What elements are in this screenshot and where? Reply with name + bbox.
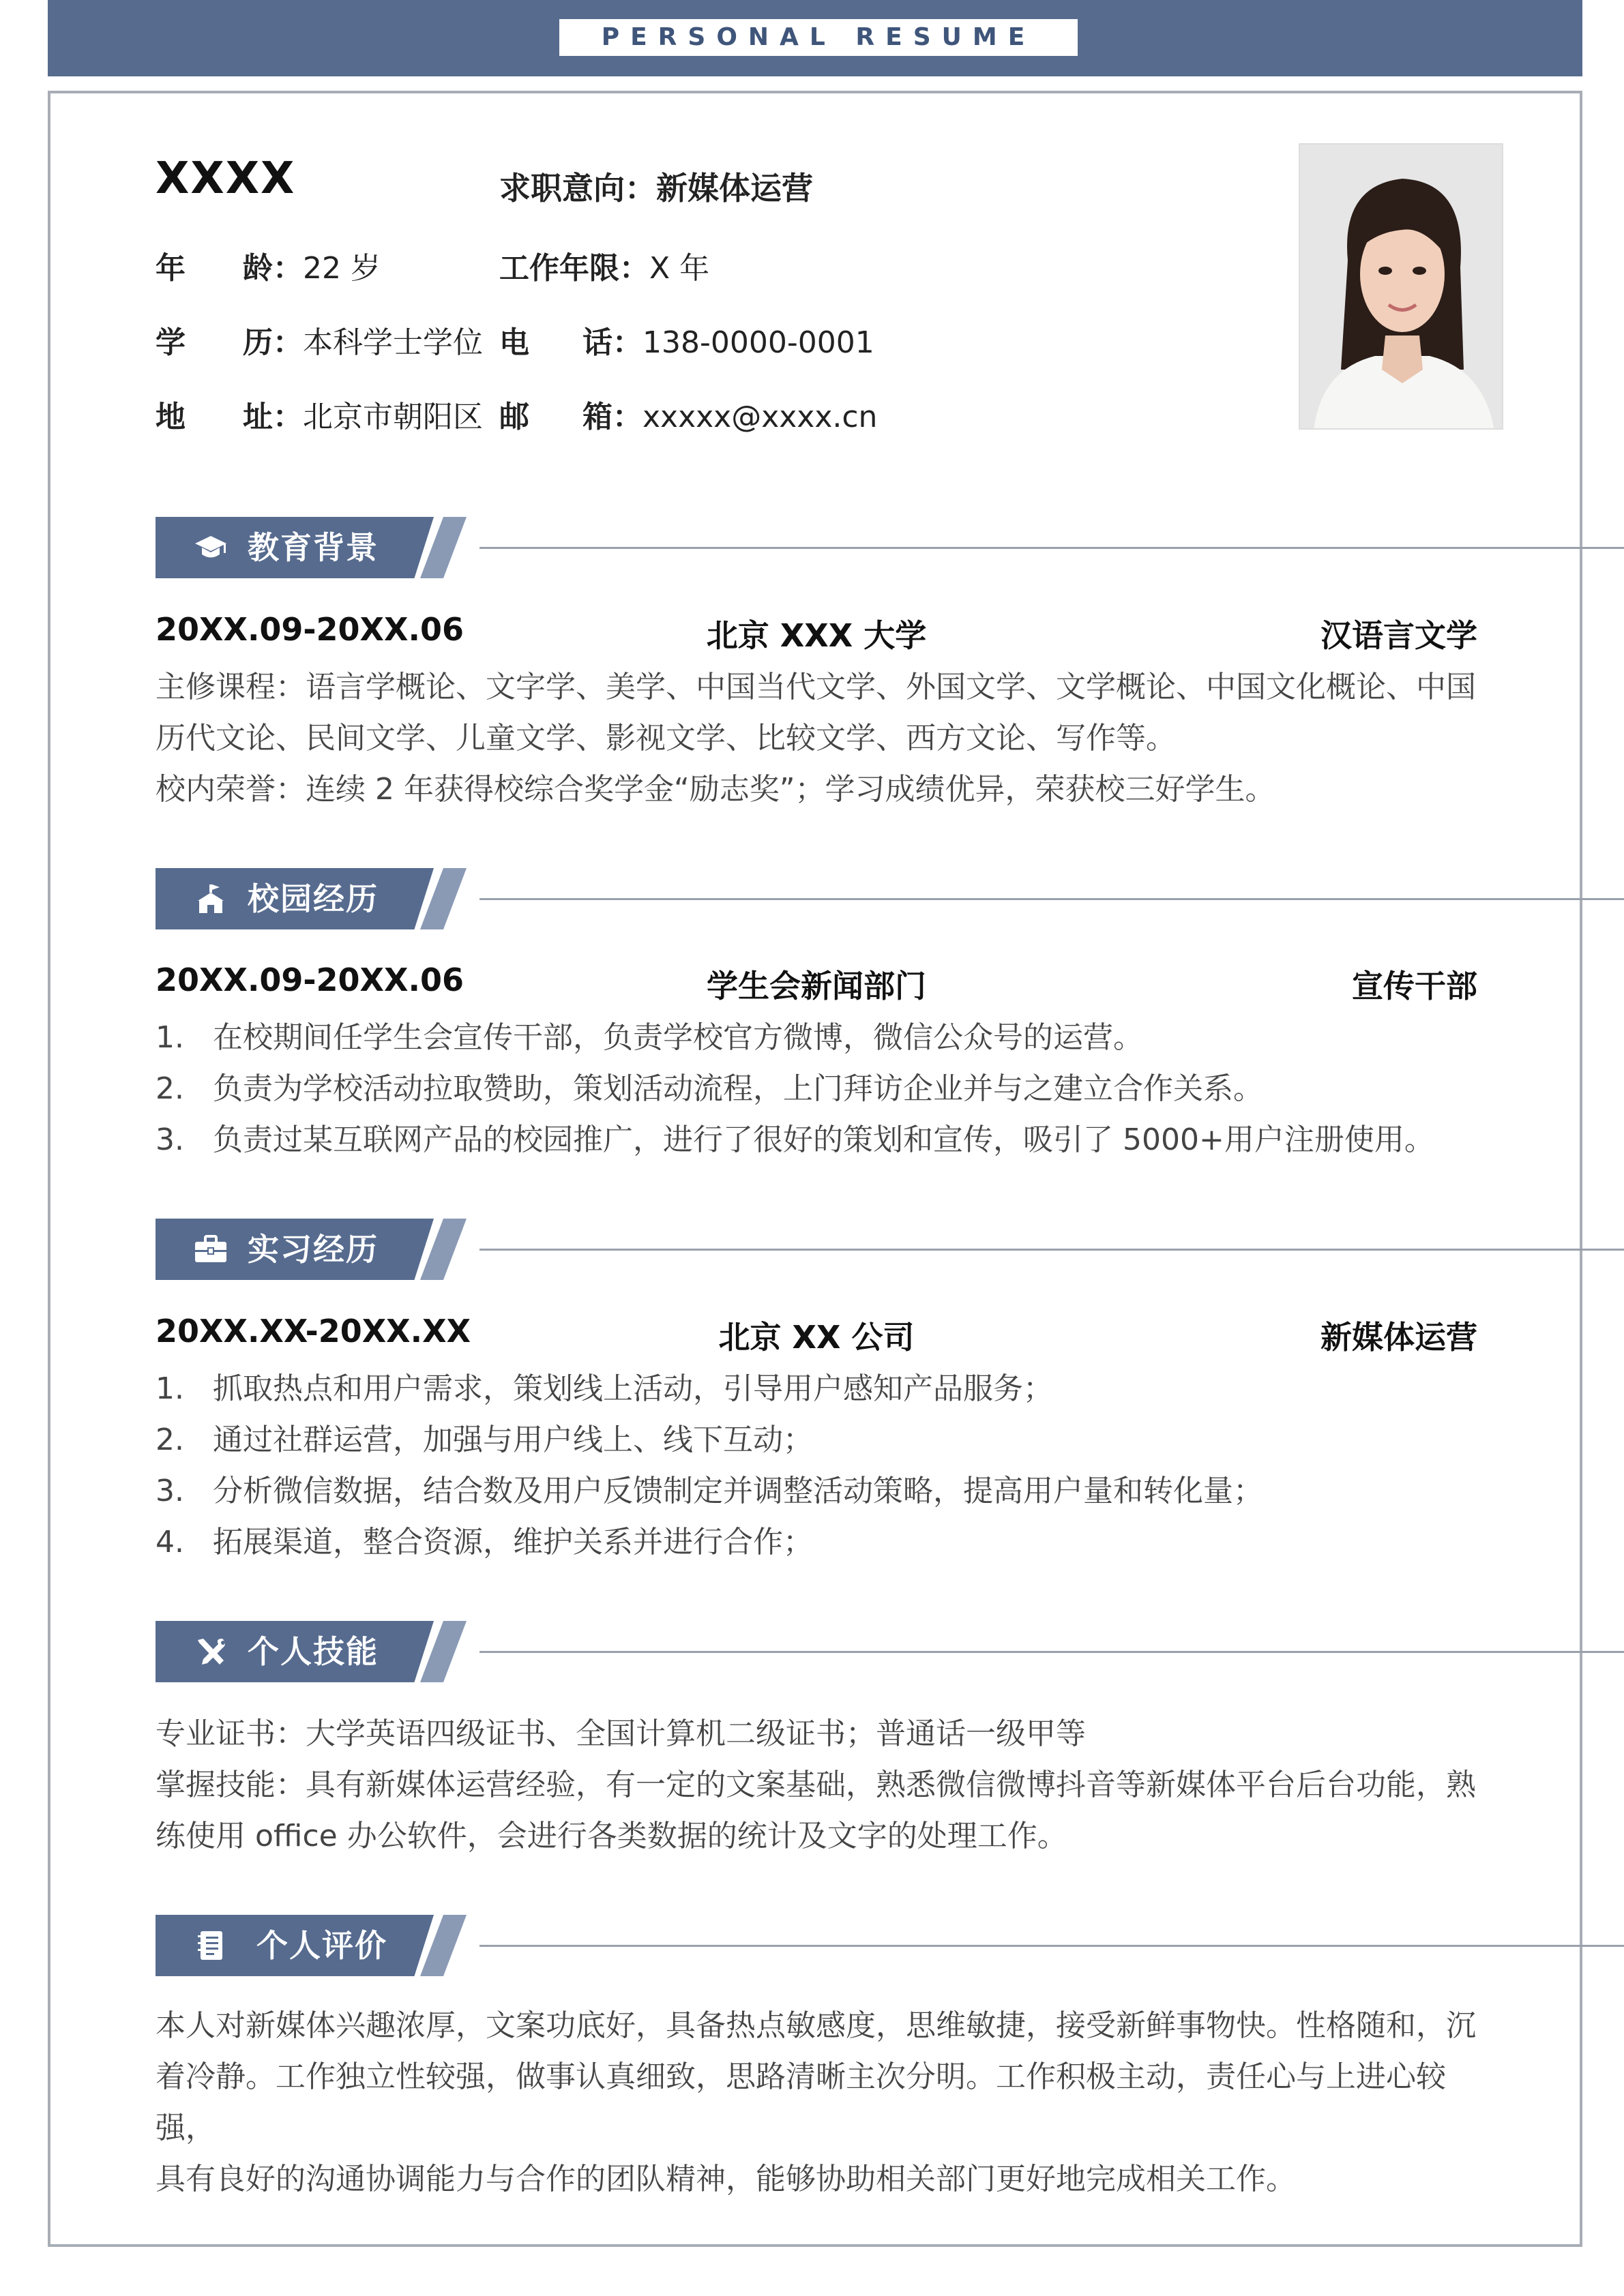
edu-key-2: 历： <box>243 325 303 360</box>
evaluation-line: 具有良好的沟通协调能力与合作的团队精神，能够协助相关部门更好地完成相关工作。 <box>156 2162 1296 2196</box>
campus-date: 20XX.09-20XX.06 <box>156 961 464 998</box>
campus-role: 宣传干部 <box>1352 968 1477 1004</box>
job-intent-label: 求职意向： <box>499 170 656 207</box>
evaluation-details <box>156 2000 1482 2205</box>
graduation-cap-icon <box>194 532 228 563</box>
list-item <box>156 1063 1482 1114</box>
mail-key-1: 邮 <box>499 400 529 434</box>
profile-photo <box>1299 143 1503 430</box>
briefcase-icon <box>194 1234 228 1265</box>
age-key-1: 年 <box>156 251 186 286</box>
list-item <box>156 1114 1482 1165</box>
section-divider <box>479 547 1624 549</box>
list-text: 负责过某互联网产品的校园推广，进行了很好的策划和宣传，吸引了 5000+用户注册使用。 <box>213 1122 1434 1157</box>
campus-org: 学生会新闻部门 <box>707 968 926 1004</box>
age-value: 22 岁 <box>303 251 381 286</box>
work-years-field <box>499 243 709 287</box>
list-number: 2. <box>156 1071 184 1106</box>
list-number: 2. <box>156 1422 184 1457</box>
edu-key-1: 学 <box>156 325 186 360</box>
list-number: 3. <box>156 1474 184 1508</box>
section-title: 实习经历 <box>248 1231 379 1268</box>
evaluation-line: 本人对新媒体兴趣浓厚，文案功底好，具备热点敏感度，思维敏捷，接受新鲜事物快。性格随和，沉 <box>156 2008 1476 2043</box>
edu-value: 本科学士学位 <box>303 325 483 360</box>
campus-building-icon <box>194 883 228 914</box>
list-number: 4. <box>156 1525 184 1560</box>
section-divider <box>479 1945 1624 1947</box>
section-header-skills <box>156 1621 1486 1682</box>
skills-line: 专业证书：大学英语四级证书、全国计算机二级证书；普通话一级甲等 <box>156 1716 1086 1751</box>
education-school: 北京 XXX 大学 <box>706 617 927 654</box>
skills-details <box>156 1708 1482 1862</box>
list-item <box>156 1363 1482 1414</box>
section-title: 教育背景 <box>248 529 379 566</box>
section-divider <box>479 1249 1624 1251</box>
banner-title: PERSONAL RESUME <box>559 19 1078 56</box>
list-text: 拓展渠道，整合资源，维护关系并进行合作； <box>213 1525 813 1560</box>
list-text: 负责为学校活动拉取赞助，策划活动流程，上门拜访企业并与之建立合作关系。 <box>213 1071 1263 1106</box>
section-header-internship <box>156 1219 1486 1280</box>
age-field <box>156 243 381 287</box>
candidate-name: XXXX <box>156 153 296 204</box>
intern-role: 新媒体运营 <box>1320 1319 1477 1356</box>
section-divider <box>479 1651 1624 1653</box>
section-title: 个人评价 <box>256 1927 387 1964</box>
notebook-icon <box>194 1930 228 1961</box>
top-banner <box>48 0 1582 76</box>
list-text: 在校期间任学生会宣传干部，负责学校官方微博，微信公众号的运营。 <box>213 1020 1143 1055</box>
job-intent <box>499 164 813 209</box>
work-years-value: X 年 <box>649 251 710 286</box>
list-item <box>156 1012 1482 1063</box>
list-item <box>156 1517 1482 1568</box>
list-item <box>156 1414 1482 1465</box>
list-text: 分析微信数据，结合数及用户反馈制定并调整活动策略，提高用户量和转化量； <box>213 1474 1263 1508</box>
campus-list <box>156 1012 1482 1165</box>
intern-list <box>156 1363 1482 1568</box>
intern-date: 20XX.XX-20XX.XX <box>156 1313 471 1350</box>
age-key-2: 龄： <box>243 251 303 286</box>
evaluation-line: 着冷静。工作独立性较强，做事认真细致，思路清晰主次分明。工作积极主动，责任心与上进心较强， <box>156 2059 1446 2145</box>
education-level-field <box>156 318 483 361</box>
mail-value: xxxxx@xxxx.cn <box>643 400 878 434</box>
campus-entry-header <box>156 961 1477 1002</box>
section-title: 校园经历 <box>248 880 379 917</box>
education-major: 汉语言文学 <box>1320 617 1477 654</box>
mail-key-2: 箱： <box>582 400 643 434</box>
section-header-campus <box>156 868 1486 929</box>
intern-company: 北京 XX 公司 <box>718 1319 915 1356</box>
addr-value: 北京市朝阳区 <box>303 400 483 434</box>
portrait-illustration <box>1300 145 1503 430</box>
section-title: 个人技能 <box>248 1633 379 1670</box>
list-item <box>156 1465 1482 1517</box>
work-years-key: 工作年限： <box>499 251 649 286</box>
education-line: 校内荣誉：连续 2 年获得校综合奖学金“励志奖”；学习成绩优异，荣获校三好学生。 <box>156 772 1275 807</box>
phone-field <box>499 318 874 361</box>
list-text: 通过社群运营，加强与用户线上、线下互动； <box>213 1422 813 1457</box>
email-field <box>499 392 877 436</box>
education-line: 主修课程：语言学概论、文字学、美学、中国当代文学、外国文学、文学概论、中国文化概论、中国 <box>156 670 1476 704</box>
education-details <box>156 661 1482 815</box>
phone-key-1: 电 <box>499 325 529 360</box>
addr-key-1: 地 <box>156 400 186 434</box>
intern-entry-header <box>156 1313 1477 1354</box>
skills-line: 掌握技能：具有新媒体运营经验，有一定的文案基础，熟悉微信微博抖音等新媒体平台后台功能，熟 <box>156 1768 1476 1802</box>
phone-value: 138-0000-0001 <box>643 325 874 360</box>
section-header-education <box>156 517 1486 578</box>
skills-line: 练使用 office 办公软件，会进行各类数据的统计及文字的处理工作。 <box>156 1819 1067 1853</box>
section-header-evaluation <box>156 1915 1486 1976</box>
list-number: 1. <box>156 1371 184 1406</box>
list-text: 抓取热点和用户需求，策划线上活动，引导用户感知产品服务； <box>213 1371 1053 1406</box>
addr-key-2: 址： <box>243 400 303 434</box>
job-intent-value: 新媒体运营 <box>656 170 813 207</box>
list-number: 1. <box>156 1020 184 1055</box>
phone-key-2: 话： <box>582 325 643 360</box>
education-date: 20XX.09-20XX.06 <box>156 611 464 648</box>
address-field <box>156 392 483 436</box>
list-number: 3. <box>156 1122 184 1157</box>
tools-icon <box>194 1636 228 1667</box>
education-line: 历代文论、民间文学、儿童文学、影视文学、比较文学、西方文论、写作等。 <box>156 721 1176 756</box>
education-entry-header <box>156 611 1477 652</box>
section-divider <box>479 898 1624 900</box>
